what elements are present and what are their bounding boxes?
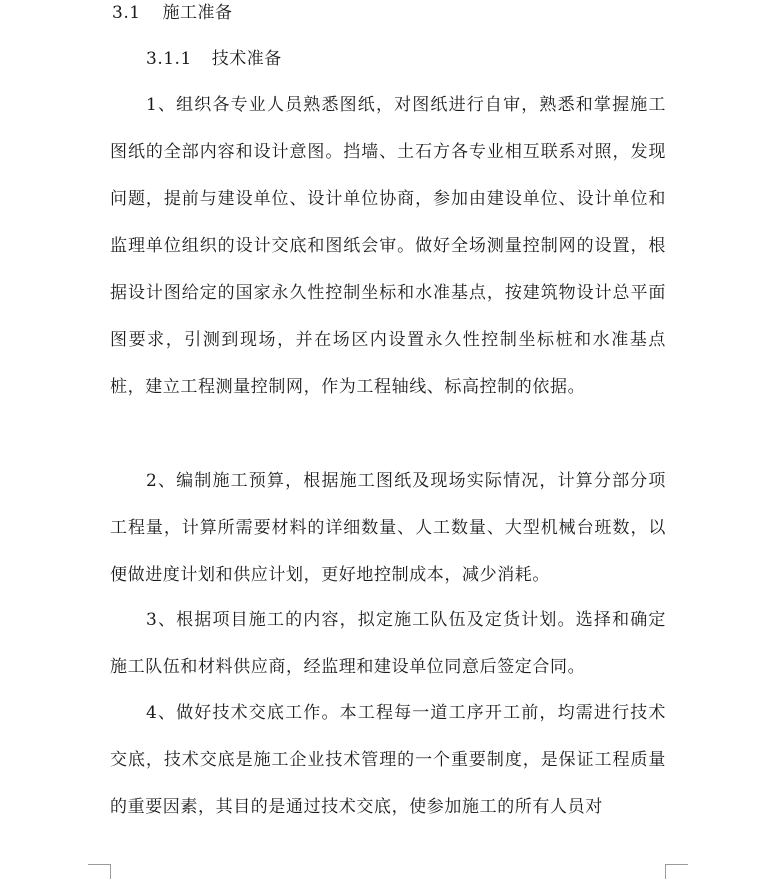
section-heading bbox=[112, 1, 233, 25]
section-title: 施工准备 bbox=[162, 3, 233, 23]
subsection-title: 技术准备 bbox=[211, 49, 282, 69]
paragraph-4: 4、做好技术交底工作。本工程每一道工序开工前，均需进行技术交底，技术交底是施工企业技术管理的一个重要制度，是保证工程质量的重要因素，其目的是通过技术交底，使参加施工的所有人员对 bbox=[110, 703, 666, 817]
subsection-heading bbox=[146, 47, 282, 71]
subsection-number: 3.1.1 bbox=[146, 49, 192, 69]
paragraph-1: 1、组织各专业人员熟悉图纸，对图纸进行自审，熟悉和掌握施工图纸的全部内容和设计意图。挡墙、土石方各专业相互联系对照，发现问题，提前与建设单位、设计单位协商，参加由建设单位、设计单位和监理单位组织的设计交底和图纸会审。做好全场测量控制网的设置，根据设计图给定的国家永久性控制坐标和水准基点，按建筑物设计总平面图要求，引测到现场，并在场区内设置永久性控制坐标桩和水准基点桩，建立工程测量控制网，作为工程轴线、标高控制的依据。 bbox=[110, 95, 666, 397]
page-margin-corner-right bbox=[665, 864, 688, 879]
page-margin-corner-left bbox=[88, 864, 111, 879]
paragraph-3: 3、根据项目施工的内容，拟定施工队伍及定货计划。选择和确定施工队伍和材料供应商，经监理和建设单位同意后签定合同。 bbox=[110, 610, 666, 677]
paragraph-2: 2、编制施工预算，根据施工图纸及现场实际情况，计算分部分项工程量，计算所需要材料的详细数量、人工数量、大型机械台班数，以便做进度计划和供应计划，更好地控制成本，减少消耗。 bbox=[110, 471, 666, 585]
section-number: 3.1 bbox=[112, 3, 141, 23]
